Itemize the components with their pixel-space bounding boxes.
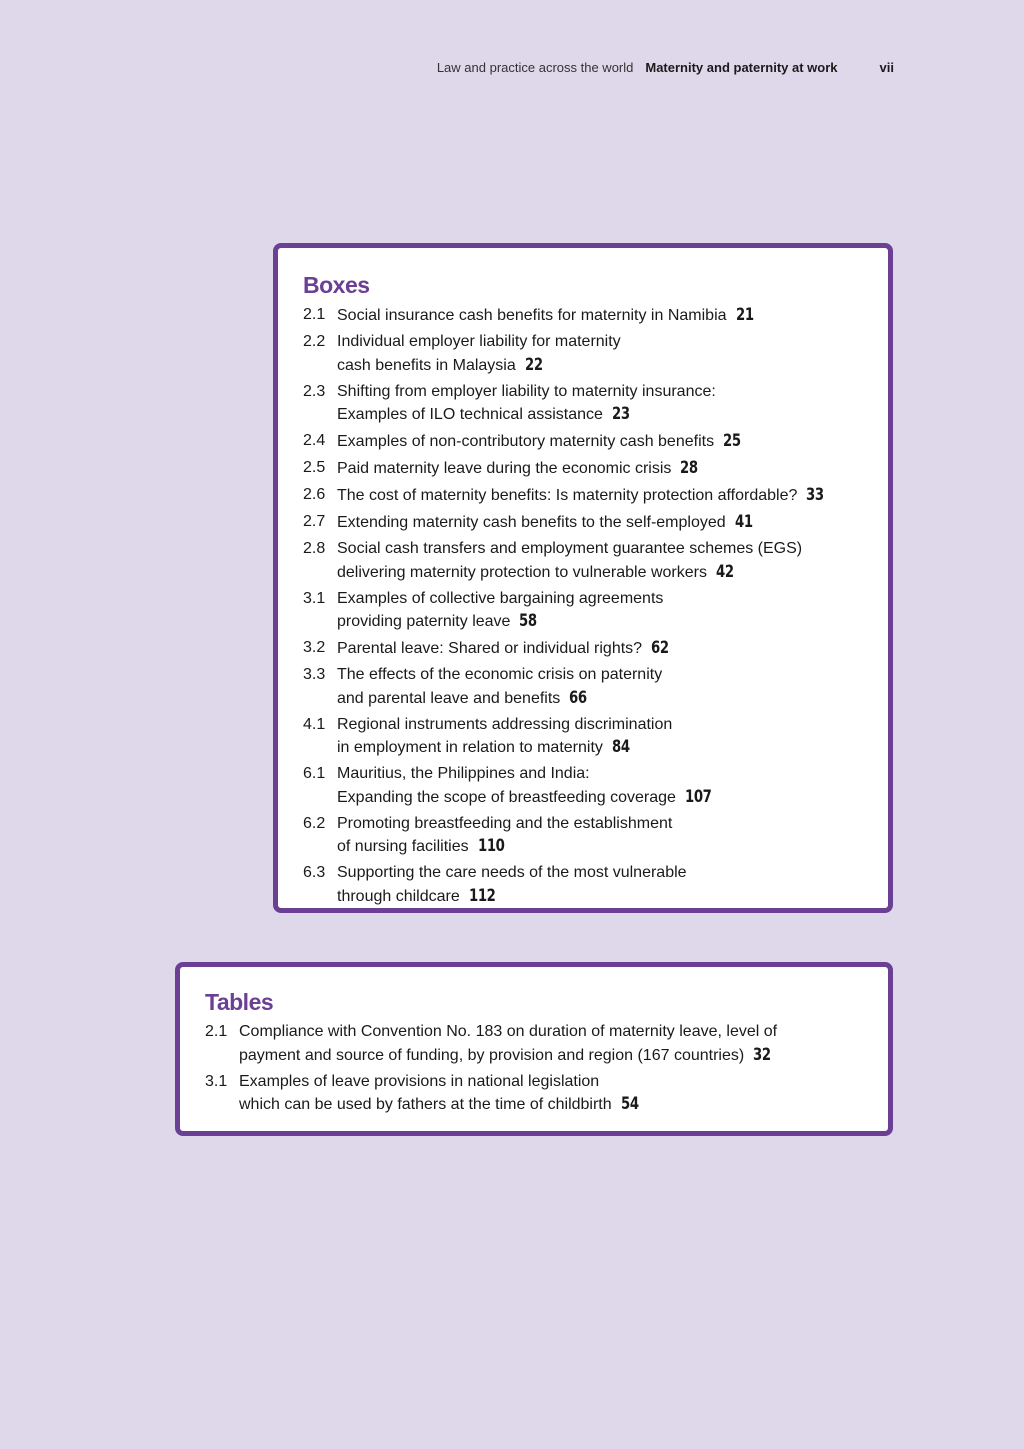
book-title: Law and practice across the world xyxy=(436,60,634,75)
entry-page-number: 84 xyxy=(611,737,630,757)
entry-number: 6.1 xyxy=(303,765,326,782)
entry-title xyxy=(337,813,868,836)
entry-number: 2.7 xyxy=(303,513,326,530)
entry-title-continued xyxy=(337,561,868,585)
entry-number: 3.2 xyxy=(303,639,326,656)
entry-title-line1: Regional instruments addressing discrimination xyxy=(337,715,673,733)
entry-text xyxy=(337,331,868,377)
entry-page-number: 25 xyxy=(723,431,741,451)
entry-text xyxy=(337,538,868,584)
entry-title xyxy=(337,457,868,481)
report-title: Maternity and paternity at work xyxy=(645,60,838,75)
boxes-entry[interactable] xyxy=(303,664,868,710)
entry-page-number: 110 xyxy=(477,836,505,856)
entry-title xyxy=(337,381,868,404)
entry-page-number: 33 xyxy=(806,485,825,505)
boxes-entry[interactable] xyxy=(303,538,868,584)
entry-title-line1: Promoting breastfeeding and the establishment xyxy=(337,814,673,832)
entry-page-number: 58 xyxy=(519,611,538,631)
entry-title-line1: The cost of maternity benefits: Is maternity protection affordable? xyxy=(337,487,798,504)
entry-title xyxy=(337,763,868,786)
entry-title xyxy=(337,862,868,885)
entry-number: 2.5 xyxy=(303,459,326,476)
entry-page-number: 22 xyxy=(524,354,543,375)
tables-heading: Tables xyxy=(205,989,274,1015)
entry-page-number: 66 xyxy=(569,687,587,708)
entry-text xyxy=(337,304,868,328)
entry-title-continued xyxy=(337,736,868,760)
entry-title-line1: Mauritius, the Philippines and India: xyxy=(337,765,590,782)
boxes-entry[interactable] xyxy=(303,457,868,481)
entry-number: 2.1 xyxy=(303,306,326,323)
entry-title-continued xyxy=(337,835,868,859)
boxes-entry[interactable] xyxy=(303,763,868,809)
entry-text xyxy=(337,763,868,809)
entry-title-line2: providing paternity leave xyxy=(337,613,511,630)
entry-number: 6.2 xyxy=(303,814,326,832)
entry-title-line1: Examples of leave provisions in national legislation xyxy=(239,1072,600,1090)
entry-number: 2.3 xyxy=(303,382,326,400)
boxes-entry[interactable] xyxy=(303,813,868,859)
boxes-list xyxy=(303,304,868,908)
entry-page-number: 23 xyxy=(611,404,630,424)
entry-text xyxy=(337,664,868,710)
boxes-heading: Boxes xyxy=(303,272,370,298)
boxes-entry[interactable] xyxy=(303,381,868,427)
entry-title-line2: of nursing facilities xyxy=(337,838,469,855)
tables-entry[interactable] xyxy=(205,1021,868,1067)
page-number: vii xyxy=(879,60,894,75)
tables-list xyxy=(205,1021,868,1117)
entry-title-line1: Compliance with Convention No. 183 on duration of maternity leave, level of xyxy=(239,1023,778,1040)
entry-text xyxy=(337,637,868,661)
entry-title xyxy=(337,511,868,535)
entry-number: 2.1 xyxy=(205,1023,228,1040)
entry-number: 3.1 xyxy=(303,589,326,607)
boxes-entry[interactable] xyxy=(303,484,868,508)
entry-title xyxy=(239,1021,868,1044)
entry-page-number: 54 xyxy=(620,1094,639,1114)
entry-number: 2.6 xyxy=(303,486,326,503)
entry-title-line2: Examples of ILO technical assistance xyxy=(337,406,603,423)
entry-page-number: 32 xyxy=(753,1044,771,1065)
entry-title xyxy=(337,331,868,354)
entry-number: 2.2 xyxy=(303,333,326,350)
boxes-entry[interactable] xyxy=(303,511,868,535)
entry-title-continued xyxy=(337,687,868,711)
entry-number: 6.3 xyxy=(303,864,326,881)
entry-text xyxy=(337,511,868,535)
entry-title xyxy=(337,538,868,561)
entry-title xyxy=(337,637,868,661)
entry-title-continued xyxy=(337,885,868,909)
entry-page-number: 41 xyxy=(734,512,753,532)
entry-title-line1: Social insurance cash benefits for maternity in Namibia xyxy=(337,307,727,324)
entry-text xyxy=(337,457,868,481)
entry-text xyxy=(239,1021,868,1067)
entry-number: 3.3 xyxy=(303,666,326,683)
boxes-entry[interactable] xyxy=(303,714,868,760)
entry-page-number: 28 xyxy=(680,458,699,478)
entry-title-line1: Examples of non-contributory maternity cash benefits xyxy=(337,433,715,450)
entry-title xyxy=(337,714,868,737)
entry-title xyxy=(239,1071,868,1094)
entry-number: 2.4 xyxy=(303,432,326,449)
entry-title-continued xyxy=(239,1093,868,1117)
entry-text xyxy=(239,1071,868,1117)
entry-title-line2: in employment in relation to maternity xyxy=(337,739,603,756)
entry-page-number: 62 xyxy=(651,638,669,658)
tables-entry[interactable] xyxy=(205,1071,868,1117)
entry-title-line2: Expanding the scope of breastfeeding coverage xyxy=(337,788,676,806)
entry-text xyxy=(337,813,868,859)
entry-title-line1: Extending maternity cash benefits to the self-employed xyxy=(337,514,726,531)
entry-title-continued xyxy=(337,403,868,427)
entry-title xyxy=(337,588,868,611)
entry-title-line2: delivering maternity protection to vulnerable workers xyxy=(337,563,707,581)
entry-title-line1: Parental leave: Shared or individual rights? xyxy=(337,640,643,657)
entry-number: 2.8 xyxy=(303,540,326,557)
entry-page-number: 112 xyxy=(468,885,496,906)
tables-panel xyxy=(175,962,893,1136)
entry-title-line1: Paid maternity leave during the economic crisis xyxy=(337,460,672,477)
entry-title xyxy=(337,664,868,687)
boxes-entry[interactable] xyxy=(303,331,868,377)
entry-text xyxy=(337,862,868,908)
boxes-entry[interactable] xyxy=(303,637,868,661)
entry-title-line2: cash benefits in Malaysia xyxy=(337,356,516,374)
entry-title-line1: Individual employer liability for maternity xyxy=(337,333,621,350)
entry-number: 4.1 xyxy=(303,715,326,733)
entry-title-line1: The effects of the economic crisis on paternity xyxy=(337,666,663,683)
entry-number: 3.1 xyxy=(205,1072,228,1090)
entry-title-line2: through childcare xyxy=(337,887,460,905)
boxes-entry[interactable] xyxy=(303,304,868,328)
entry-title xyxy=(337,304,868,328)
entry-title-line1: Examples of collective bargaining agreements xyxy=(337,589,664,607)
entry-title-line1: Social cash transfers and employment guarantee schemes (EGS) xyxy=(337,540,803,557)
entry-page-number: 107 xyxy=(684,786,712,807)
entry-title-line1: Shifting from employer liability to maternity insurance: xyxy=(337,382,716,400)
entry-title xyxy=(337,430,868,454)
entry-text xyxy=(337,484,868,508)
entry-title-line2: which can be used by fathers at the time of childbirth xyxy=(239,1096,612,1113)
entry-title-line2: payment and source of funding, by provision and region (167 countries) xyxy=(239,1046,745,1064)
entry-text xyxy=(337,588,868,634)
entry-text xyxy=(337,430,868,454)
entry-title-continued xyxy=(239,1044,868,1068)
entry-title-continued xyxy=(337,354,868,378)
boxes-entry[interactable] xyxy=(303,862,868,908)
boxes-entry[interactable] xyxy=(303,588,868,634)
entry-page-number: 21 xyxy=(735,305,754,325)
entry-title-line2: and parental leave and benefits xyxy=(337,689,561,707)
boxes-panel xyxy=(273,243,893,913)
entry-page-number: 42 xyxy=(715,561,734,582)
entry-title xyxy=(337,484,868,508)
entry-text xyxy=(337,714,868,760)
boxes-entry[interactable] xyxy=(303,430,868,454)
running-header xyxy=(437,60,894,75)
entry-text xyxy=(337,381,868,427)
entry-title-continued xyxy=(337,786,868,810)
entry-title-line1: Supporting the care needs of the most vulnerable xyxy=(337,864,687,881)
entry-title-continued xyxy=(337,610,868,634)
